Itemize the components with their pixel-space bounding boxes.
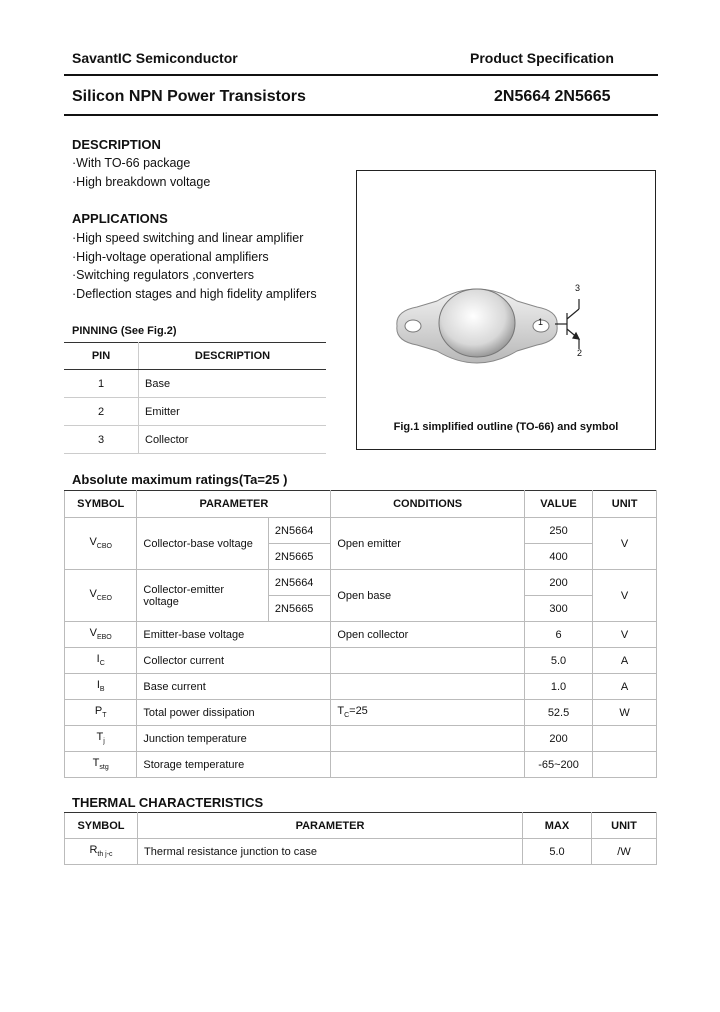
condition-cell xyxy=(331,726,525,752)
pin-description: Collector xyxy=(139,426,327,454)
value-cell: 1.0 xyxy=(524,674,592,700)
unit-cell xyxy=(593,752,657,778)
part-numbers: 2N5664 2N5665 xyxy=(494,88,611,105)
value-cell: 250 xyxy=(524,518,592,544)
symbol-cell xyxy=(65,726,137,752)
pin-description: Emitter xyxy=(139,398,327,426)
unit-cell: A xyxy=(593,674,657,700)
unit-cell: W xyxy=(593,700,657,726)
company-name: SavantIC Semiconductor xyxy=(72,50,238,66)
symbol-text: V xyxy=(89,536,97,549)
table-header-row xyxy=(65,491,657,518)
condition-cell xyxy=(331,674,525,700)
package-cap xyxy=(439,289,515,357)
table-row xyxy=(65,648,657,674)
table-row xyxy=(65,622,657,648)
list-item: ·High speed switching and linear amplifier xyxy=(72,231,304,245)
parameter-cell: Collector-emitter voltage xyxy=(137,570,269,622)
symbol-sub: CEO xyxy=(96,595,112,603)
symbol-sub: j xyxy=(103,738,105,746)
symbol-text: I xyxy=(96,679,100,692)
symbol-cell xyxy=(65,648,137,674)
symbol-sub: CBO xyxy=(96,543,112,551)
pin-number: 3 xyxy=(64,426,139,454)
condition-cell: Open base xyxy=(331,570,525,622)
condition-cell xyxy=(331,752,525,778)
col-parameter: PARAMETER xyxy=(137,491,331,518)
part-cell: 2N5664 xyxy=(268,518,330,544)
symbol-sub: C xyxy=(99,660,105,668)
amr-heading: Absolute maximum ratings(Ta=25 ) xyxy=(72,472,288,487)
symbol-text: P xyxy=(94,705,103,718)
max-cell: 5.0 xyxy=(523,839,592,865)
pin1-label: 1 xyxy=(538,317,544,327)
table-row xyxy=(64,398,326,426)
thermal-heading: THERMAL CHARACTERISTICS xyxy=(72,795,264,810)
pin-description: Base xyxy=(139,370,327,398)
value-cell: 300 xyxy=(524,596,592,622)
part-cell: 2N5664 xyxy=(268,570,330,596)
pin3-label: 3 xyxy=(575,283,581,293)
value-cell: 5.0 xyxy=(524,648,592,674)
table-header-row xyxy=(64,343,326,370)
parameter-cell: Storage temperature xyxy=(137,752,331,778)
list-item: ·Deflection stages and high fidelity amplifers xyxy=(72,286,317,301)
table-row xyxy=(65,570,657,596)
value-cell: 200 xyxy=(524,570,592,596)
symbol-text: I xyxy=(96,653,100,666)
symbol-cell xyxy=(65,622,137,648)
symbol-sub: stg xyxy=(99,764,109,772)
list-item: ·Switching regulators ,converters xyxy=(72,268,255,283)
col-unit: UNIT xyxy=(593,491,657,518)
symbol-cell xyxy=(65,700,137,726)
list-item: ·High-voltage operational amplifiers xyxy=(72,249,269,264)
col-symbol: SYMBOL xyxy=(65,813,138,839)
table-row xyxy=(65,752,657,778)
pin2-label: 2 xyxy=(577,348,583,358)
description-heading: DESCRIPTION xyxy=(72,137,161,152)
condition-cell xyxy=(331,648,525,674)
unit-cell: V xyxy=(593,570,657,622)
condition-cell xyxy=(331,700,525,726)
header-rule xyxy=(64,74,658,76)
symbol-cell xyxy=(65,570,137,622)
symbol-text: V xyxy=(89,588,97,601)
table-header-row xyxy=(65,813,657,839)
figure-caption: Fig.1 simplified outline (TO-66) and symbol xyxy=(393,421,619,433)
unit-cell: A xyxy=(593,648,657,674)
table-row xyxy=(64,370,326,398)
condition-sub: C xyxy=(344,712,350,720)
part-cell: 2N5665 xyxy=(268,544,330,570)
symbol-cell xyxy=(65,674,137,700)
symbol-sub: th j-c xyxy=(97,851,113,859)
symbol-text: T xyxy=(92,757,100,770)
unit-cell xyxy=(593,726,657,752)
col-max: MAX xyxy=(523,813,592,839)
pinning-heading: PINNING (See Fig.2) xyxy=(72,325,177,337)
to66-package-illustration xyxy=(357,171,655,411)
description-list xyxy=(72,154,210,191)
condition-cell: Open collector xyxy=(331,622,525,648)
value-cell: -65~200 xyxy=(524,752,592,778)
symbol-cell xyxy=(65,752,137,778)
unit-cell: V xyxy=(593,622,657,648)
symbol-cell xyxy=(65,518,137,570)
value-cell: 52.5 xyxy=(524,700,592,726)
parameter-cell: Emitter-base voltage xyxy=(137,622,331,648)
parameter-cell: Collector-base voltage xyxy=(137,518,269,570)
col-unit: UNIT xyxy=(592,813,657,839)
npn-symbol xyxy=(555,299,579,349)
col-parameter: PARAMETER xyxy=(138,813,523,839)
table-row xyxy=(65,839,657,865)
part-cell: 2N5665 xyxy=(268,596,330,622)
parameter-cell: Total power dissipation xyxy=(137,700,331,726)
amr-table xyxy=(64,490,657,778)
col-conditions: CONDITIONS xyxy=(331,491,525,518)
symbol-sub: B xyxy=(99,686,105,694)
col-pin: PIN xyxy=(64,343,139,370)
condition-text: T xyxy=(337,705,345,718)
table-row xyxy=(64,426,326,454)
product-line: Silicon NPN Power Transistors xyxy=(72,88,306,105)
applications-list xyxy=(72,229,317,303)
mounting-hole-left xyxy=(405,320,421,332)
pinning-table xyxy=(64,342,326,454)
list-item: ·High breakdown voltage xyxy=(72,174,211,189)
symbol-text: T xyxy=(96,731,104,744)
col-symbol: SYMBOL xyxy=(65,491,137,518)
list-item: ·With TO-66 package xyxy=(72,156,191,170)
parameter-cell: Thermal resistance junction to case xyxy=(138,839,523,865)
value-cell: 400 xyxy=(524,544,592,570)
unit-cell: /W xyxy=(592,839,657,865)
symbol-text: V xyxy=(89,627,97,640)
value-cell: 6 xyxy=(524,622,592,648)
col-description: DESCRIPTION xyxy=(139,343,327,370)
condition-cell: Open emitter xyxy=(331,518,525,570)
condition-rest: =25 xyxy=(349,705,368,718)
thermal-table xyxy=(64,812,657,865)
table-row xyxy=(65,518,657,544)
value-cell: 200 xyxy=(524,726,592,752)
table-row xyxy=(65,726,657,752)
table-row xyxy=(65,674,657,700)
figure-box xyxy=(356,170,656,450)
symbol-cell xyxy=(65,839,138,865)
symbol-sub: T xyxy=(102,712,107,720)
parameter-cell: Base current xyxy=(137,674,331,700)
pin-number: 1 xyxy=(64,370,139,398)
table-row xyxy=(65,700,657,726)
symbol-text: R xyxy=(89,844,98,857)
col-value: VALUE xyxy=(524,491,592,518)
title-rule xyxy=(64,114,658,116)
parameter-cell: Junction temperature xyxy=(137,726,331,752)
symbol-sub: EBO xyxy=(96,634,112,642)
applications-heading: APPLICATIONS xyxy=(72,211,168,226)
doc-type: Product Specification xyxy=(470,50,614,66)
pin-number: 2 xyxy=(64,398,139,426)
parameter-cell: Collector current xyxy=(137,648,331,674)
unit-cell: V xyxy=(593,518,657,570)
